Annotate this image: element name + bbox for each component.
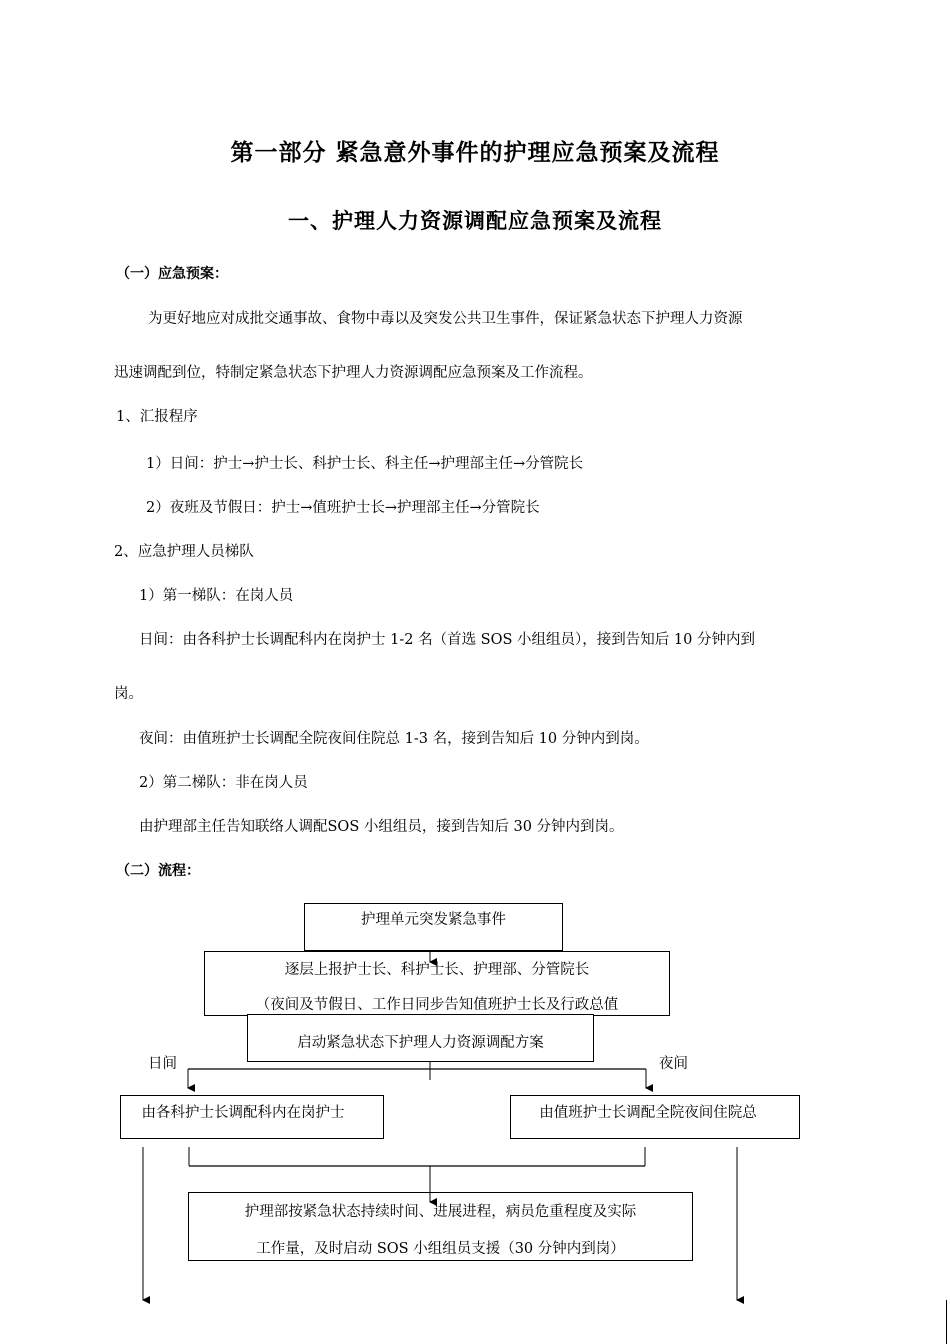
tier1-title: 1）第一梯队：在岗人员 xyxy=(139,588,294,604)
flow-box-day-staff-label: 由各科护士长调配科内在岗护士 xyxy=(141,1105,345,1121)
flow-box-start-plan-label: 启动紧急状态下护理人力资源调配方案 xyxy=(297,1035,544,1051)
plan-heading: （一）应急预案： xyxy=(116,266,228,282)
item1-day: 1）日间：护士→护士长、科护士长、科主任→护理部主任→分管院长 xyxy=(146,456,584,472)
page-title: 第一部分 紧急意外事件的护理应急预案及流程 xyxy=(230,140,720,166)
intro-line-2: 迅速调配到位，特制定紧急状态下护理人力资源调配应急预案及工作流程。 xyxy=(114,365,593,381)
tier2-title: 2）第二梯队：非在岗人员 xyxy=(139,775,308,791)
page-edge-mark xyxy=(946,1300,947,1344)
flow-box-report-line-2: （夜间及节假日、工作日同步告知值班护士长及行政总值 xyxy=(255,997,619,1011)
branch-label-day: 日间 xyxy=(148,1056,177,1072)
flow-box-night-staff-label: 由值班护士长调配全院夜间住院总 xyxy=(539,1105,757,1121)
tier1-day-line-2: 岗。 xyxy=(114,686,143,702)
intro-line-1: 为更好地应对成批交通事故、食物中毒以及突发公共卫生事件，保证紧急状态下护理人力资源 xyxy=(148,311,743,327)
item2-title: 2、应急护理人员梯队 xyxy=(114,544,254,560)
section-title: 一、护理人力资源调配应急预案及流程 xyxy=(288,209,662,233)
flow-heading: （二）流程： xyxy=(116,863,200,879)
flow-box-sos-support-line-2: 工作量，及时启动 SOS 小组组员支援（30 分钟内到岗） xyxy=(256,1241,625,1257)
flow-box-report-line-1: 逐层上报护士长、科护士长、护理部、分管院长 xyxy=(284,962,590,978)
flow-box-sos-support-line-1: 护理部按紧急状态持续时间、进展进程，病员危重程度及实际 xyxy=(244,1204,637,1220)
branch-label-night: 夜间 xyxy=(659,1056,688,1072)
tier2-text: 由护理部主任告知联络人调配SOS 小组组员，接到告知后 30 分钟内到岗。 xyxy=(139,819,624,835)
item1-title: 1、汇报程序 xyxy=(116,409,198,425)
tier1-day-line-1: 日间：由各科护士长调配科内在岗护士 1-2 名（首选 SOS 小组组员），接到告知后 10 分钟内到 xyxy=(139,632,755,648)
tier1-night: 夜间：由值班护士长调配全院夜间住院总 1-3 名，接到告知后 10 分钟内到岗。 xyxy=(139,731,649,747)
item1-night: 2）夜班及节假日：护士→值班护士长→护理部主任→分管院长 xyxy=(146,500,540,516)
flow-box-emergency-event-label: 护理单元突发紧急事件 xyxy=(361,912,506,928)
